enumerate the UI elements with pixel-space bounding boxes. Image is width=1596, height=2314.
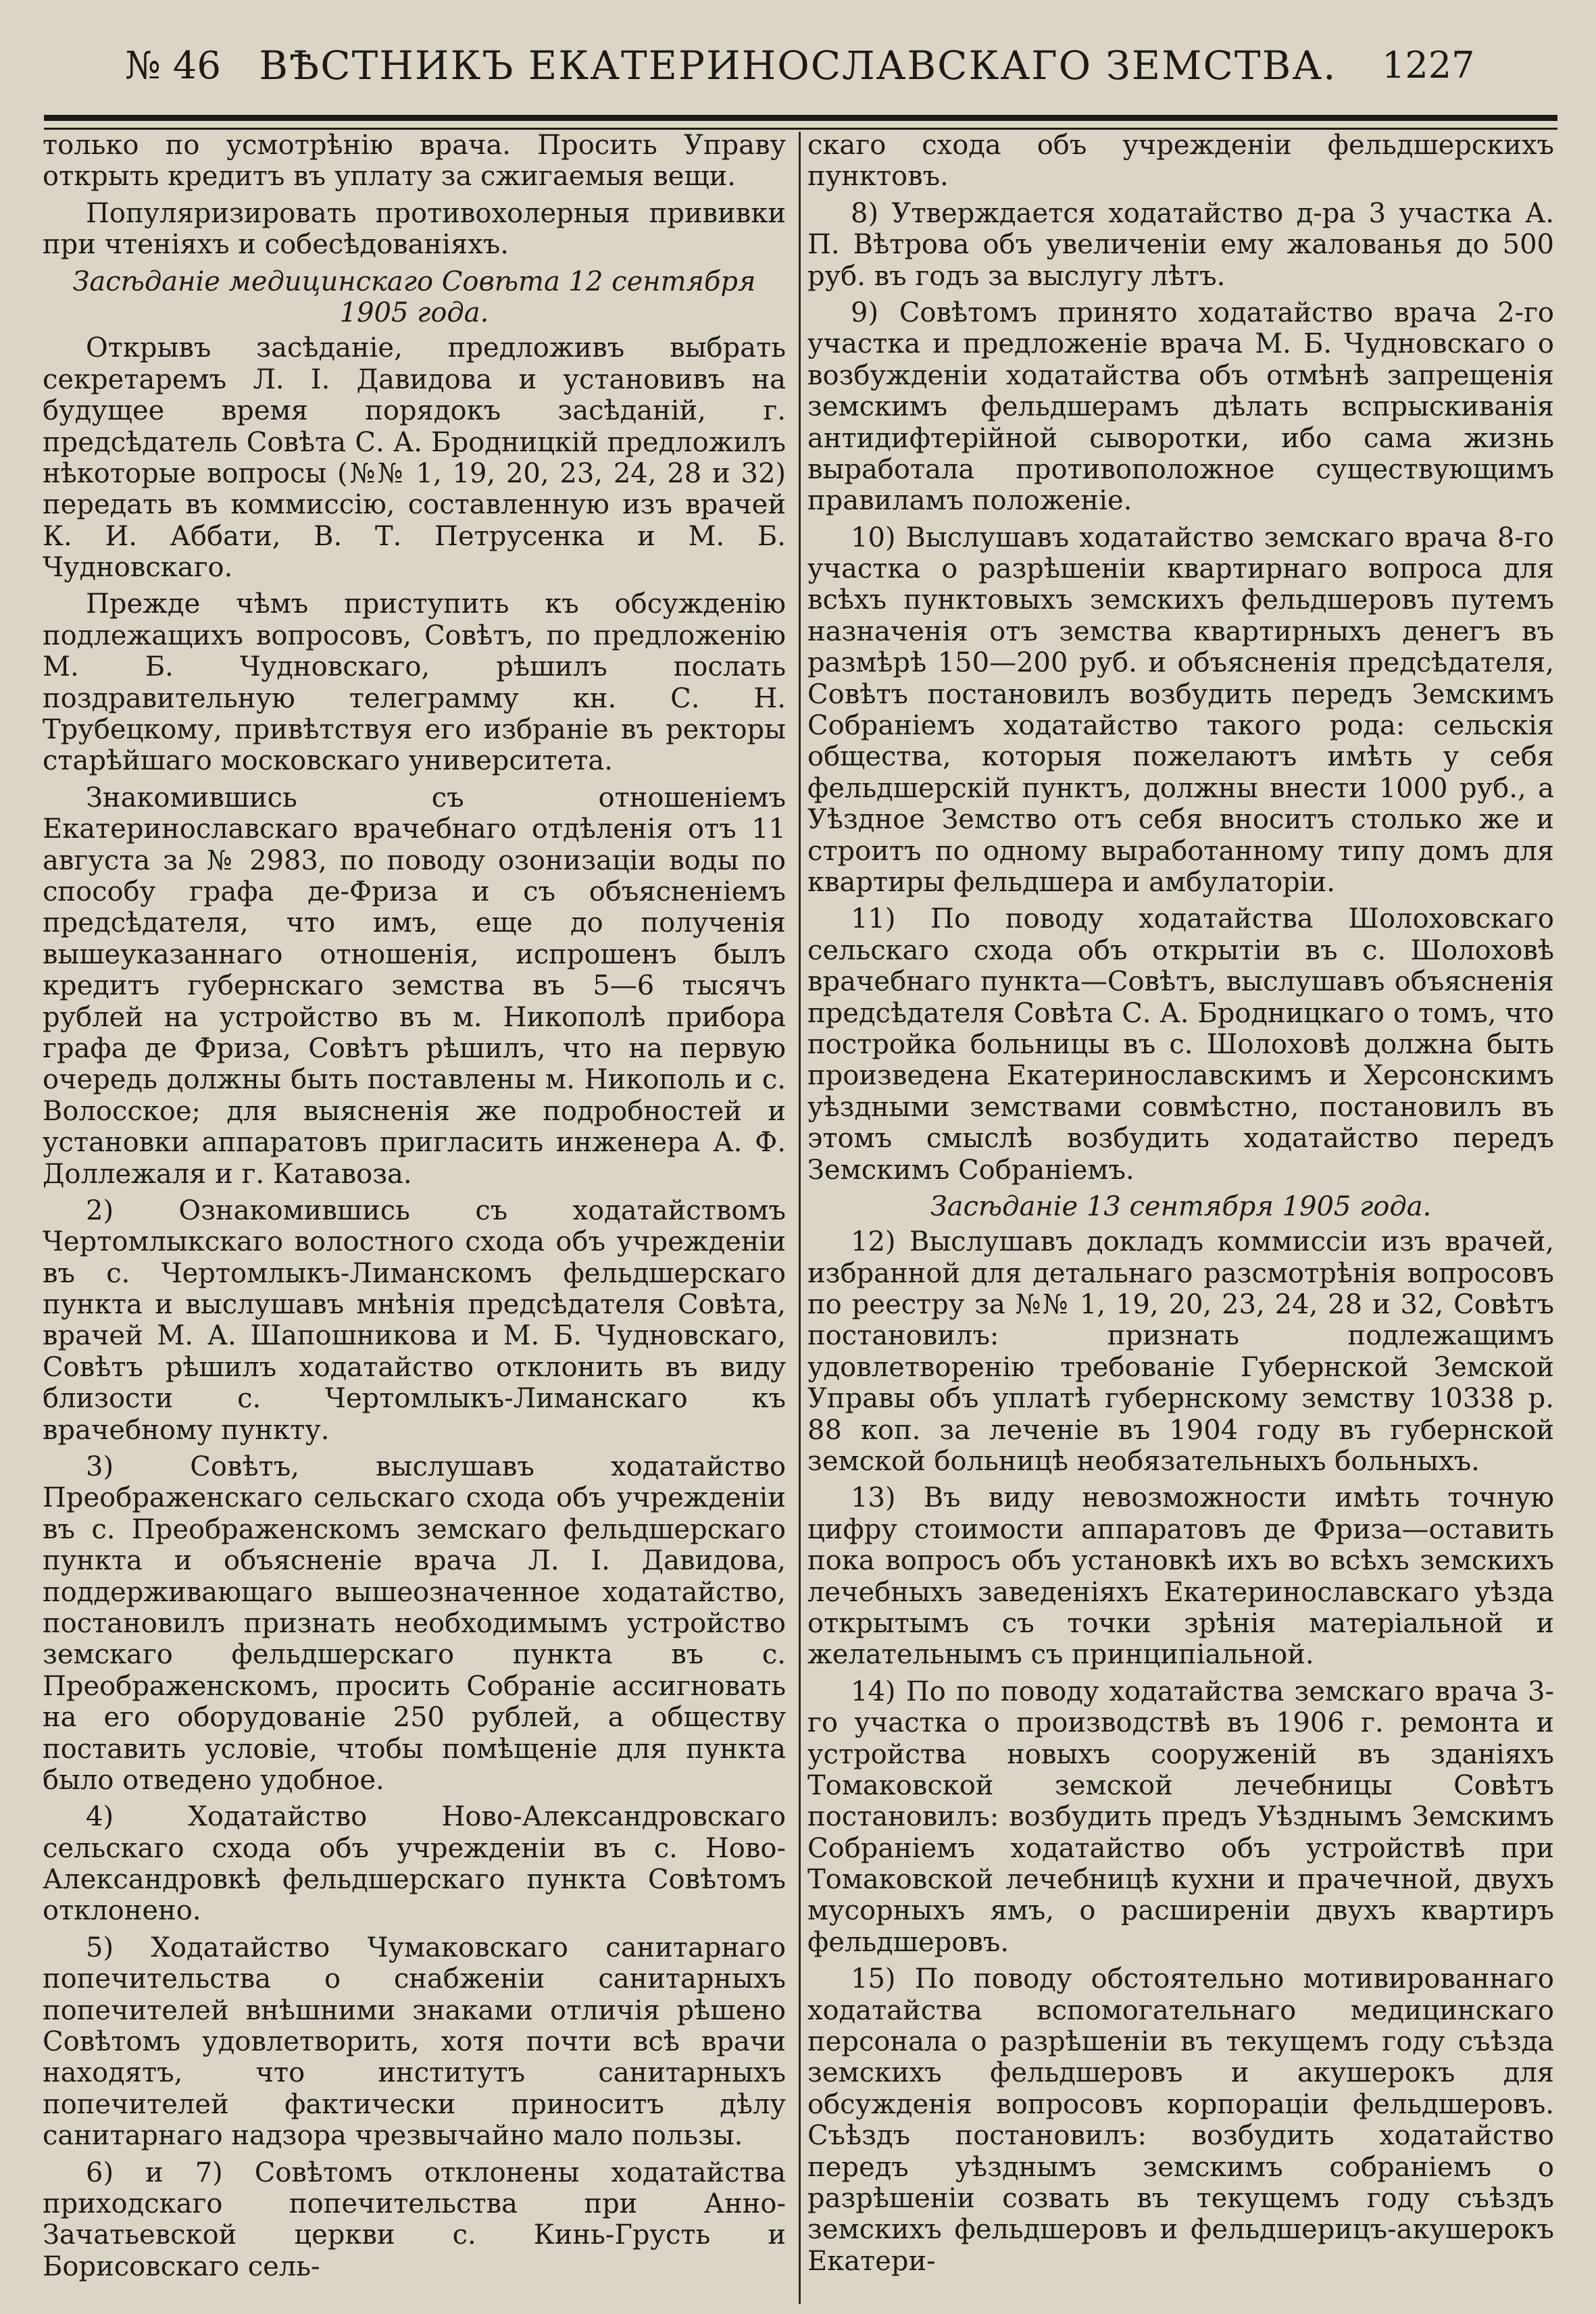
paragraph: только по усмотрѣнію врача. Просить Управу открыть кредитъ въ уплату за сжигаемыя вещи. bbox=[43, 130, 786, 193]
paragraph: Знакомившись съ отношеніемъ Екатеринославскаго врачебнаго отдѣленія отъ 11 августа за № 2983, по поводу озонизаціи воды по способу графа де-Фриза и съ объясненіемъ предсѣдателя, что имъ, еще до полученія вышеуказаннаго отношенія, испрошенъ былъ кредитъ губернскаго земства въ 5—6 тысячъ рублей на устройство въ м. Никополѣ прибора графа де Фриза, Совѣтъ рѣшилъ, что на первую очередь должны быть поставлены м. Никополь и с. Волосское; для выясненія же подробностей и установки аппаратовъ пригласить инженера А. Ф. Доллежаля и г. Катавоза. bbox=[43, 782, 786, 1190]
page-header bbox=[0, 37, 1596, 98]
session-heading: Засѣданіе 13 сентября 1905 года. bbox=[930, 1190, 1432, 1222]
paragraph: 8) Утверждается ходатайство д-ра 3 участка А. П. Вѣтрова объ увеличеніи ему жалованья до 500 руб. въ годъ за выслугу лѣтъ. bbox=[807, 197, 1554, 292]
publication-title: ВѢСТНИКЪ ЕКАТЕРИНОСЛАВСКАГО ЗЕМСТВА. bbox=[259, 43, 1337, 89]
paragraph: скаго схода объ учрежденіи фельдшерскихъ пунктовъ. bbox=[807, 130, 1554, 193]
column-divider bbox=[799, 132, 801, 2304]
paragraph: 4) Ходатайство Ново-Александровскаго сельскаго схода объ учрежденіи въ с. Ново-Александровкѣ фельдшерскаго пункта Совѣтомъ отклонено. bbox=[43, 1801, 786, 1927]
left-column bbox=[43, 130, 786, 2288]
page-number: 1227 bbox=[1382, 44, 1475, 86]
issue-number: № 46 bbox=[125, 44, 222, 88]
paragraph: 9) Совѣтомъ принято ходатайство врача 2-го участка и предложеніе врача М. Б. Чудновскаго о возбужденіи ходатайства объ отмѣнѣ запрещенія земскимъ фельдшерамъ дѣлать вспрыскиванія антидифтерійной сыворотки, ибо сама жизнь выработала противоположное существующимъ правиламъ положеніе. bbox=[807, 297, 1554, 517]
session-heading: Засѣданіе медицинскаго Совѣта 12 сентября 1905 года. bbox=[72, 266, 756, 328]
paragraph: 10) Выслушавъ ходатайство земскаго врача 8-го участка о разрѣшеніи квартирнаго вопроса для всѣхъ пунктовыхъ земскихъ фельдшеровъ путемъ назначенія отъ земства квартирныхъ денегъ въ размѣрѣ 150—200 руб. и объясненія предсѣдателя, Совѣтъ постановилъ возбудить передъ Земскимъ Собраніемъ ходатайство такого рода: сельскія общества, которыя пожелаютъ имѣть у себя фельдшерскій пунктъ, должны внести 1000 руб., а Уѣздное Земство отъ себя вноситъ столько же и строитъ по одному выработанному типу домъ для квартиры фельдшера и амбулаторіи. bbox=[807, 522, 1554, 898]
paragraph: 5) Ходатайство Чумаковскаго санитарнаго попечительства о снабженіи санитарныхъ попечителей внѣшними знаками отличія рѣшено Совѣтомъ удовлетворить, хотя почти всѣ врачи находятъ, что институтъ санитарныхъ попечителей фактически приноситъ дѣлу санитарнаго надзора чрезвычайно мало пользы. bbox=[43, 1932, 786, 2152]
paragraph: 6) и 7) Совѣтомъ отклонены ходатайства приходскаго попечительства при Анно-Зачатьевской церкви с. Кинь-Грусть и Борисовскаго сель- bbox=[43, 2157, 786, 2282]
paragraph: 15) По поводу обстоятельно мотивированнаго ходатайства вспомогательнаго медицинскаго персонала о разрѣшеніи въ текущемъ году съѣзда земскихъ фельдшеровъ и акушерокъ для обсужденія вопросовъ корпораціи фельдшеровъ. Съѣздъ постановилъ: возбудить ходатайство передъ уѣзднымъ земскимъ собраніемъ о разрѣшеніи созвать въ текущемъ году съѣздъ земскихъ фельдшеровъ и фельдшерицъ-акушерокъ Екатери- bbox=[807, 1963, 1554, 2277]
paragraph: 2) Ознакомившись съ ходатайствомъ Чертомлыкскаго волостного схода объ учрежденіи въ с. Чертомлыкъ-Лиманскомъ фельдшерскаго пункта и выслушавъ мнѣнія предсѣдателя Совѣта, врачей М. А. Шапошникова и М. Б. Чудновскаго, Совѣтъ рѣшилъ ходатайство отклонить въ виду близости с. Чертомлыкъ-Лиманскаго къ врачебному пункту. bbox=[43, 1194, 786, 1446]
paragraph: Популяризировать противохолерныя прививки при чтеніяхъ и собесѣдованіяхъ. bbox=[43, 197, 786, 261]
header-rule-thick bbox=[44, 115, 1557, 121]
paragraph: 14) По по поводу ходатайства земскаго врача 3-го участка о производствѣ въ 1906 г. ремонта и устройства новыхъ сооруженій въ зданіяхъ Томаковской земской лечебницы Совѣтъ постановилъ: возбудить предъ Уѣзднымъ Земскимъ Собраніемъ ходатайство объ устройствѣ при Томаковской лечебницѣ кухни и прачечной, двухъ мусорныхъ ямъ, о расширеніи двухъ квартиръ фельдшеровъ. bbox=[807, 1676, 1554, 1958]
paragraph: Прежде чѣмъ приступить къ обсужденію подлежащихъ вопросовъ, Совѣтъ, по предложенію М. Б. Чудновскаго, рѣшилъ послать поздравительную телеграмму кн. С. Н. Трубецкому, привѣтствуя его избраніе въ ректоры старѣйшаго московскаго университета. bbox=[43, 588, 786, 777]
paragraph: 13) Въ виду невозможности имѣть точную цифру стоимости аппаратовъ де Фриза—оставить пока вопросъ объ установкѣ ихъ во всѣхъ земскихъ лечебныхъ заведеніяхъ Екатеринославскаго уѣзда открытымъ съ точки зрѣнія матеріальной и желательнымъ съ принципіальной. bbox=[807, 1482, 1554, 1671]
right-column bbox=[807, 130, 1554, 2282]
paragraph: 11) По поводу ходатайства Шолоховскаго сельскаго схода объ открытіи въ с. Шолоховѣ врачебнаго пункта—Совѣтъ, выслушавъ объясненія предсѣдателя Совѣта С. А. Бродницкаго о томъ, что постройка больницы въ с. Шолоховѣ должна быть произведена Екатеринославскимъ и Херсонскимъ уѣздными земствами совмѣстно, постановилъ въ этомъ смыслѣ возбудить ходатайство передъ Земскимъ Собраніемъ. bbox=[807, 903, 1554, 1186]
paragraph: 3) Совѣтъ, выслушавъ ходатайство Преображенскаго сельскаго схода объ учрежденіи въ с. Преображенскомъ земскаго фельдшерскаго пункта и объясненіе врача Л. І. Давидова, поддерживающаго вышеозначенное ходатайство, постановилъ признать необходимымъ устройство земскаго фельдшерскаго пункта въ с. Преображенскомъ, просить Собраніе ассигновать на его оборудованіе 250 рублей, а обществу поставить условіе, чтобы помѣщеніе для пункта было отведено удобное. bbox=[43, 1451, 786, 1796]
paragraph: Открывъ засѣданіе, предложивъ выбрать секретаремъ Л. І. Давидова и установивъ на будущее время порядокъ засѣданій, г. предсѣдатель Совѣта С. А. Бродницкій предложилъ нѣкоторые вопросы (№№ 1, 19, 20, 23, 24, 28 и 32) передать въ коммиссію, составленную изъ врачей К. И. Аббати, В. Т. Петрусенка и М. Б. Чудновскаго. bbox=[43, 332, 786, 584]
paragraph: 12) Выслушавъ докладъ коммиссіи изъ врачей, избранной для детальнаго разсмотрѣнія вопросовъ по реестру за №№ 1, 19, 20, 23, 24, 28 и 32, Совѣтъ постановилъ: признать подлежащимъ удовлетворенію требованіе Губернской Земской Управы объ уплатѣ губернскому земству 10338 р. 88 коп. за леченіе въ 1904 году въ губернской земской больницѣ необязательныхъ больныхъ. bbox=[807, 1226, 1554, 1478]
